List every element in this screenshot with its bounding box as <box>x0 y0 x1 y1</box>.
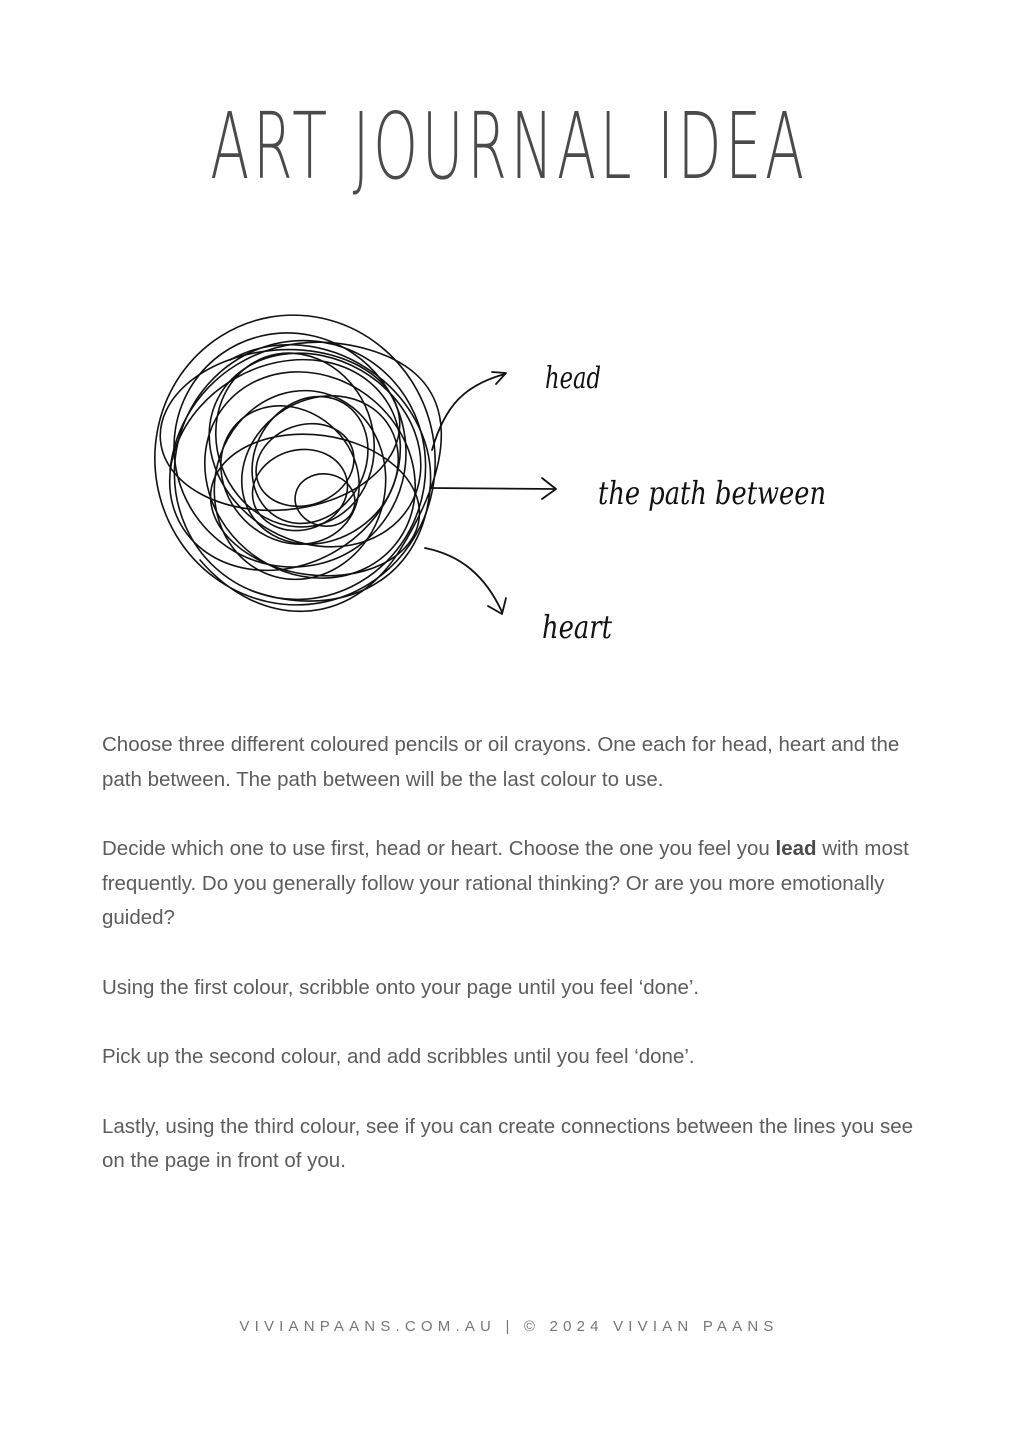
paragraph-3: Using the first colour, scribble onto your page until you feel ‘done’. <box>102 975 700 999</box>
paragraph-1: Choose three different coloured pencils or oil crayons. One each for head, heart and the path between. The path between will be the last colour to use. <box>102 733 900 791</box>
arrows <box>425 372 556 614</box>
arrow-head-icon <box>432 374 505 450</box>
scribble-illustration <box>140 300 860 660</box>
paragraph-2: Decide which one to use first, head or heart. Choose the one you feel you lead with most frequently. Do you generally follow your rational thinking? Or are you more emotionally guided? <box>102 837 909 929</box>
label-heart: heart <box>542 608 613 646</box>
footer: VIVIANPAANS.COM.AU | © 2024 VIVIAN PAANS <box>239 1318 779 1335</box>
page-title: ART JOURNAL IDEA <box>210 93 808 200</box>
arrow-path-icon <box>430 488 555 489</box>
arrow-heart-icon <box>425 548 502 612</box>
label-head: head <box>545 361 601 396</box>
label-path-between: the path between <box>598 474 826 512</box>
paragraph-5: Lastly, using the third colour, see if you can create connections between the lines you see on the page in front of you. <box>102 1114 914 1172</box>
scribble-ball-icon <box>140 300 462 635</box>
instructions <box>102 728 922 1214</box>
paragraph-4: Pick up the second colour, and add scribbles until you feel ‘done’. <box>102 1045 695 1068</box>
emphasis-lead: lead <box>775 837 817 860</box>
